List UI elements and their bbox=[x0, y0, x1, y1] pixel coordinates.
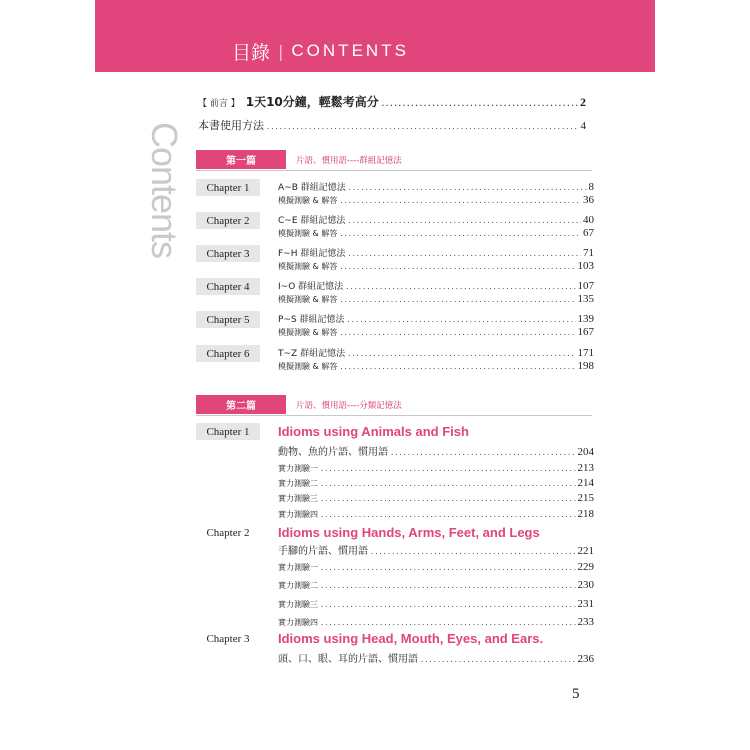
toc-entry-part2-ch1-test4[interactable] bbox=[278, 508, 594, 520]
part1-chapter-3-label: Chapter 3 bbox=[196, 245, 260, 262]
entry-title: 實力測驗二 bbox=[278, 479, 318, 488]
entry-title: 實力測驗四 bbox=[278, 618, 318, 627]
part1-chapter-1-label: Chapter 1 bbox=[196, 179, 260, 196]
part2-chapter-1-label: Chapter 1 bbox=[196, 423, 260, 440]
entry-page: 171 bbox=[577, 347, 594, 359]
howto-page: 4 bbox=[580, 120, 586, 132]
part2-chapter-2-label: Chapter 2 bbox=[206, 526, 250, 539]
dot-leader bbox=[390, 447, 576, 458]
toc-entry-part1-ch6[interactable] bbox=[278, 346, 594, 359]
part2-chapter-1-title: Idioms using Animals and Fish bbox=[278, 424, 469, 439]
toc-entry-part2-ch1-test1[interactable] bbox=[278, 462, 594, 474]
entry-page: 213 bbox=[577, 462, 594, 474]
entry-title: 實力測驗三 bbox=[278, 600, 318, 609]
entry-page: 36 bbox=[583, 194, 594, 206]
entry-title: 實力測驗一 bbox=[278, 563, 318, 572]
entry-page: 103 bbox=[577, 260, 594, 272]
entry-title: A~B 群組記憶法 bbox=[278, 183, 346, 193]
toc-entry-part2-ch1-test2[interactable] bbox=[278, 477, 594, 489]
entry-title: T~Z 群組記憶法 bbox=[278, 349, 346, 359]
entry-page: 204 bbox=[577, 446, 594, 458]
entry-page: 71 bbox=[583, 247, 594, 259]
dot-leader bbox=[339, 262, 575, 271]
entry-page: 236 bbox=[577, 653, 594, 665]
entry-page: 135 bbox=[577, 293, 594, 305]
toc-entry-preface[interactable] bbox=[198, 93, 586, 110]
part1-chapter-5-label: Chapter 5 bbox=[196, 311, 260, 328]
part2-chapter-2-title: Idioms using Hands, Arms, Feet, and Legs bbox=[278, 525, 540, 540]
dot-leader bbox=[320, 510, 576, 519]
entry-title: 實力測驗四 bbox=[278, 510, 318, 519]
entry-title: 模擬測驗 & 解答 bbox=[278, 262, 338, 271]
dot-leader bbox=[339, 295, 575, 304]
entry-page: 67 bbox=[583, 227, 594, 239]
toc-entry-part2-ch2-test3[interactable] bbox=[278, 598, 594, 610]
page-number: 5 bbox=[572, 686, 580, 702]
entry-title: 實力測驗三 bbox=[278, 494, 318, 503]
part2-tag: 第二篇 bbox=[196, 395, 286, 414]
page-title bbox=[232, 38, 409, 64]
toc-entry-part1-ch1[interactable] bbox=[278, 180, 594, 193]
dot-leader bbox=[320, 464, 576, 473]
entry-page: 8 bbox=[588, 181, 594, 193]
entry-page: 221 bbox=[577, 545, 594, 557]
toc-entry-part2-ch2-test1[interactable] bbox=[278, 561, 594, 573]
entry-title: F~H 群組記憶法 bbox=[278, 249, 346, 259]
toc-entry-part1-ch5[interactable] bbox=[278, 312, 594, 325]
entry-title: 模擬測驗 & 解答 bbox=[278, 328, 338, 337]
toc-entry-part1-ch1-quiz[interactable] bbox=[278, 194, 594, 206]
part1-chapter-6-label: Chapter 6 bbox=[196, 345, 260, 362]
dot-leader bbox=[320, 494, 576, 503]
entry-title: C~E 群組記憶法 bbox=[278, 216, 346, 226]
entry-page: 215 bbox=[577, 492, 594, 504]
toc-entry-part2-ch2-test4[interactable] bbox=[278, 616, 594, 628]
entry-page: 107 bbox=[577, 280, 594, 292]
part1-chapter-2-label: Chapter 2 bbox=[196, 212, 260, 229]
part2-chapter-3-label: Chapter 3 bbox=[206, 632, 250, 645]
toc-entry-part1-ch2-quiz[interactable] bbox=[278, 227, 594, 239]
dot-leader bbox=[320, 600, 576, 609]
dot-leader bbox=[339, 229, 581, 238]
dot-leader bbox=[339, 362, 575, 371]
toc-entry-part2-ch3[interactable] bbox=[278, 650, 594, 665]
toc-entry-part2-ch1[interactable] bbox=[278, 443, 594, 458]
entry-page: 230 bbox=[577, 579, 594, 591]
part1-chapter-4-label: Chapter 4 bbox=[196, 278, 260, 295]
part1-tag: 第一篇 bbox=[196, 150, 286, 169]
dot-leader bbox=[320, 479, 576, 488]
howto-title: 本書使用方法 bbox=[198, 119, 264, 132]
entry-title: 模擬測驗 & 解答 bbox=[278, 362, 338, 371]
entry-page: 214 bbox=[577, 477, 594, 489]
title-en: CONTENTS bbox=[291, 41, 409, 60]
entry-title: 動物、魚的片語、慣用語 bbox=[278, 447, 388, 458]
toc-entry-part1-ch3-quiz[interactable] bbox=[278, 260, 594, 272]
part2-chapter-3-title: Idioms using Head, Mouth, Eyes, and Ears. bbox=[278, 631, 544, 646]
toc-entry-part2-ch2-test2[interactable] bbox=[278, 579, 594, 591]
entry-page: 218 bbox=[577, 508, 594, 520]
dot-leader bbox=[339, 196, 581, 205]
toc-entry-part2-ch1-test3[interactable] bbox=[278, 492, 594, 504]
dot-leader bbox=[347, 315, 576, 325]
entry-title: 模擬測驗 & 解答 bbox=[278, 196, 338, 205]
dot-leader bbox=[347, 249, 581, 259]
entry-title: 頭、口、眼、耳的片語、慣用語 bbox=[278, 654, 418, 665]
dot-leader bbox=[420, 654, 576, 665]
dot-leader bbox=[370, 546, 576, 557]
toc-entry-part1-ch4-quiz[interactable] bbox=[278, 293, 594, 305]
toc-entry-part2-ch2[interactable] bbox=[278, 542, 594, 557]
preface-page: 2 bbox=[580, 95, 586, 109]
entry-title: 實力測驗一 bbox=[278, 464, 318, 473]
toc-entry-howto[interactable] bbox=[198, 117, 586, 133]
entry-page: 139 bbox=[577, 313, 594, 325]
preface-title: 1天10分鐘，輕鬆考高分 bbox=[245, 95, 379, 109]
entry-title: 模擬測驗 & 解答 bbox=[278, 295, 338, 304]
part1-subtitle: 片語、慣用語----群組記憶法 bbox=[296, 156, 402, 166]
dot-leader bbox=[320, 563, 576, 572]
entry-page: 229 bbox=[577, 561, 594, 573]
dot-leader bbox=[381, 95, 578, 109]
dot-leader bbox=[320, 581, 576, 590]
entry-title: 模擬測驗 & 解答 bbox=[278, 229, 338, 238]
entry-title: I~O 群組記憶法 bbox=[278, 282, 344, 292]
part2-rule bbox=[196, 415, 592, 416]
dot-leader bbox=[347, 349, 575, 359]
side-watermark bbox=[144, 120, 185, 260]
toc-entry-part1-ch4[interactable] bbox=[278, 279, 594, 292]
part1-rule bbox=[196, 170, 592, 171]
title-zh: 目錄 bbox=[232, 41, 271, 64]
entry-page: 167 bbox=[577, 326, 594, 338]
entry-page: 198 bbox=[577, 360, 594, 372]
toc-entry-part1-ch2[interactable] bbox=[278, 213, 594, 226]
entry-page: 233 bbox=[577, 616, 594, 628]
dot-leader bbox=[345, 282, 575, 292]
entry-title: 實力測驗二 bbox=[278, 581, 318, 590]
dot-leader bbox=[348, 183, 587, 193]
toc-entry-part1-ch6-quiz[interactable] bbox=[278, 360, 594, 372]
dot-leader bbox=[266, 119, 579, 132]
dot-leader bbox=[320, 618, 576, 627]
dot-leader bbox=[347, 216, 581, 226]
dot-leader bbox=[339, 328, 575, 337]
preface-bracket: 【 前言 】 bbox=[198, 99, 240, 109]
toc-entry-part1-ch5-quiz[interactable] bbox=[278, 326, 594, 338]
part2-subtitle: 片語、慣用語----分類記憶法 bbox=[296, 401, 402, 411]
entry-page: 231 bbox=[577, 598, 594, 610]
entry-title: P~S 群組記憶法 bbox=[278, 315, 345, 325]
toc-entry-part1-ch3[interactable] bbox=[278, 246, 594, 259]
title-separator: | bbox=[278, 41, 284, 61]
side-watermark-text: Contents bbox=[144, 121, 185, 259]
entry-title: 手腳的片語、慣用語 bbox=[278, 546, 368, 557]
entry-page: 40 bbox=[583, 214, 594, 226]
